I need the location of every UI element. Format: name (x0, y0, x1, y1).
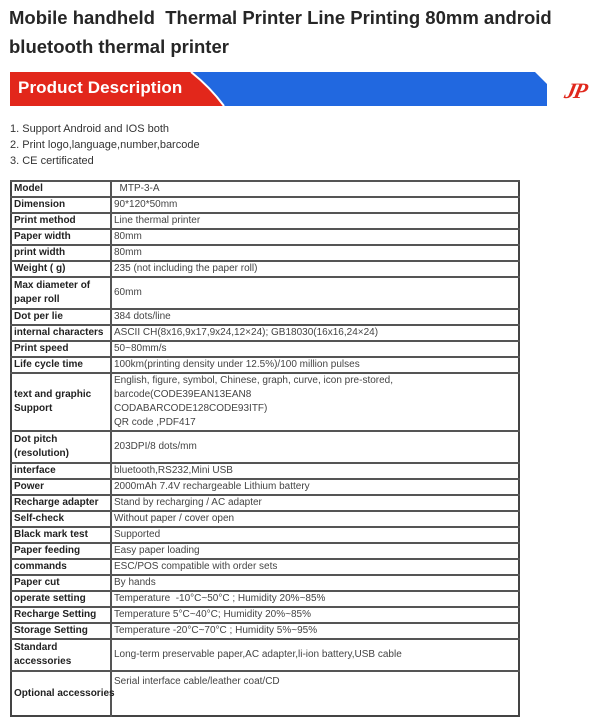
table-row (11, 213, 519, 229)
spec-key: operate setting (11, 591, 111, 607)
spec-value: Serial interface cable/leather coat/CD (111, 671, 519, 716)
spec-key: Self-check (11, 511, 111, 527)
spec-key: interface (11, 463, 111, 479)
spec-key: Weight ( g) (11, 261, 111, 277)
spec-value: Temperature -10°C~50°C ; Humidity 20%~85% (111, 591, 519, 607)
spec-value: 2000mAh 7.4V rechargeable Lithium battery (111, 479, 519, 495)
spec-value: MTP-3-A (111, 181, 519, 197)
spec-value-line: English, figure, symbol, Chinese, graph, curve, icon pre-stored, barcode(CODE39EAN13EAN8 (114, 375, 394, 400)
spec-value-line: QR code ,PDF417 (114, 417, 196, 428)
spec-value: By hands (111, 575, 519, 591)
spec-key: Optional accessories (11, 671, 111, 716)
product-description-banner (10, 72, 610, 106)
table-row (11, 511, 519, 527)
spec-key: Recharge adapter (11, 495, 111, 511)
spec-value: 100km(printing density under 12.5%)/100 million pulses (111, 357, 519, 373)
table-row (11, 341, 519, 357)
spec-value: Temperature 5°C~40°C; Humidity 20%~85% (111, 607, 519, 623)
jp-logo-icon: JP (562, 78, 589, 103)
feature-item: 1. Support Android and IOS both (10, 123, 170, 135)
spec-value: ASCII CH(8x16,9x17,9x24,12×24); GB18030(16x16,24×24) (111, 325, 519, 341)
table-row (11, 639, 519, 671)
spec-key: print width (11, 245, 111, 261)
table-row (11, 229, 519, 245)
feature-item: 3. CE certificated (10, 155, 94, 167)
spec-value: 50~80mm/s (111, 341, 519, 357)
spec-value: 203DPI/8 dots/mm (111, 431, 519, 463)
spec-key: internal characters (11, 325, 111, 341)
spec-key: Power (11, 479, 111, 495)
spec-key: Model (11, 181, 111, 197)
spec-key: Dot per lie (11, 309, 111, 325)
spec-value: bluetooth,RS232,Mini USB (111, 463, 519, 479)
spec-value (111, 373, 519, 431)
spec-value: ESC/POS compatible with order sets (111, 559, 519, 575)
spec-key: Paper width (11, 229, 111, 245)
spec-value: Easy paper loading (111, 543, 519, 559)
table-row (11, 325, 519, 341)
table-row (11, 495, 519, 511)
spec-key: Life cycle time (11, 357, 111, 373)
table-row (11, 261, 519, 277)
table-row (11, 607, 519, 623)
spec-key: Paper cut (11, 575, 111, 591)
spec-value: Supported (111, 527, 519, 543)
spec-key: Print speed (11, 341, 111, 357)
spec-value: Long-term preservable paper,AC adapter,li-ion battery,USB cable (111, 639, 519, 671)
spec-key: Storage Setting (11, 623, 111, 639)
table-row (11, 181, 519, 197)
page-title: Mobile handheld Thermal Printer Line Printing 80mm android bluetooth thermal printer (9, 7, 557, 57)
table-row (11, 373, 519, 431)
table-row (11, 245, 519, 261)
spec-key: Black mark test (11, 527, 111, 543)
spec-key: Max diameter of paper roll (11, 277, 111, 309)
spec-key: Dot pitch (resolution) (11, 431, 111, 463)
spec-value: 90*120*50mm (111, 197, 519, 213)
spec-value: Temperature -20°C~70°C ; Humidity 5%~95% (111, 623, 519, 639)
spec-key: commands (11, 559, 111, 575)
spec-key: Print method (11, 213, 111, 229)
spec-value: 80mm (111, 229, 519, 245)
spec-value: Line thermal printer (111, 213, 519, 229)
table-row (11, 431, 519, 463)
spec-value: 235 (not including the paper roll) (111, 261, 519, 277)
table-row (11, 463, 519, 479)
spec-value: 384 dots/line (111, 309, 519, 325)
spec-key: Paper feeding (11, 543, 111, 559)
spec-value: 80mm (111, 245, 519, 261)
spec-key: text and graphic Support (11, 373, 111, 431)
table-row (11, 559, 519, 575)
table-row (11, 277, 519, 309)
specs-table (10, 180, 520, 717)
spec-key: Recharge Setting (11, 607, 111, 623)
feature-item: 2. Print logo,language,number,barcode (10, 139, 200, 151)
table-row (11, 575, 519, 591)
spec-key: Standard accessories (11, 639, 111, 671)
table-row (11, 543, 519, 559)
table-row (11, 623, 519, 639)
table-row (11, 197, 519, 213)
spec-value: Stand by recharging / AC adapter (111, 495, 519, 511)
spec-key: Dimension (11, 197, 111, 213)
table-row (11, 591, 519, 607)
table-row (11, 309, 519, 325)
spec-value: Without paper / cover open (111, 511, 519, 527)
banner-label: Product Description (18, 78, 183, 97)
feature-list (10, 121, 200, 169)
table-row (11, 479, 519, 495)
table-row (11, 357, 519, 373)
table-row (11, 527, 519, 543)
spec-value-line: CODABARCODE128CODE93ITF) (114, 403, 268, 414)
spec-value: 60mm (111, 277, 519, 309)
table-row (11, 671, 519, 716)
